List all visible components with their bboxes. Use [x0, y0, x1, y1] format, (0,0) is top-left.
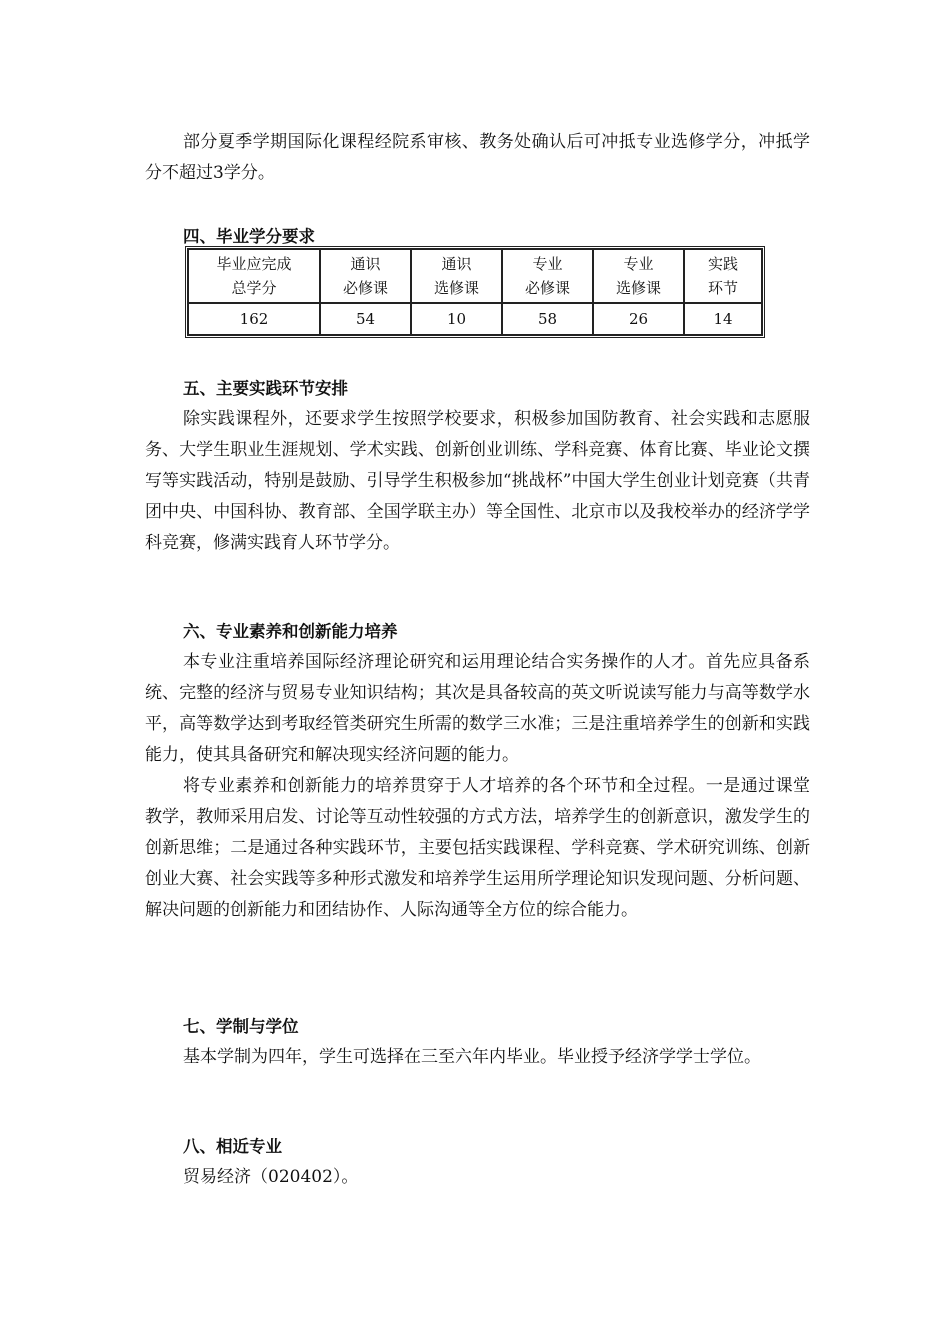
value-total-credits: 162: [188, 303, 320, 335]
intro-paragraph: 部分夏季学期国际化课程经院系审核、教务处确认后可冲抵专业选修学分，冲抵学分不超过3学分。: [145, 132, 810, 183]
section-8-heading: 八、相近专业: [183, 1137, 282, 1156]
section-8: [145, 1131, 810, 1193]
section-5-paragraph: 除实践课程外，还要求学生按照学校要求，积极参加国防教育、社会实践和志愿服务、大学生职业生涯规划、学术实践、创新创业训练、学科竞赛、体育比赛、毕业论文撰写等实践活动，特别是鼓励、引导学生积极参加“挑战杯”中国大学生创业计划竞赛（共青团中央、中国科协、教育部、全国学联主办）等全国性、北京市以及我校举办的经济学学科竞赛，修满实践育人环节学分。: [145, 409, 810, 553]
section-7-heading: 七、学制与学位: [183, 1017, 299, 1036]
header-major-elective: 专业 选修课: [593, 249, 684, 303]
graduation-credit-table: [185, 246, 765, 338]
value-practice: 14: [684, 303, 762, 335]
section-7: [145, 1011, 810, 1073]
value-major-elective: 26: [593, 303, 684, 335]
header-general-required: 通识 必修课: [320, 249, 411, 303]
header-practice: 实践 环节: [684, 249, 762, 303]
section-7-paragraph: 基本学制为四年，学生可选择在三至六年内毕业。毕业授予经济学学士学位。: [183, 1047, 761, 1067]
section-5-heading: 五、主要实践环节安排: [183, 379, 348, 398]
section-6-paragraph-2: 将专业素养和创新能力的培养贯穿于人才培养的各个环节和全过程。一是通过课堂教学，教师采用启发、讨论等互动性较强的方式方法，培养学生的创新意识，激发学生的创新思维；二是通过各种实践环节，主要包括实践课程、学科竞赛、学术研究训练、创新创业大赛、社会实践等多种形式激发和培养学生运用所学理论知识发现问题、分析问题、解决问题的创新能力和团结协作、人际沟通等全方位的综合能力。: [145, 776, 810, 920]
header-major-required: 专业 必修课: [502, 249, 593, 303]
intro-block: [145, 127, 810, 189]
header-total-credits: 毕业应完成 总学分: [188, 249, 320, 303]
value-general-required: 54: [320, 303, 411, 335]
section-4-heading: 四、毕业学分要求: [183, 227, 315, 246]
section-6-heading: 六、专业素养和创新能力培养: [183, 622, 398, 641]
section-6: [145, 616, 810, 926]
table-header-row: [188, 249, 762, 303]
section-6-paragraph-1: 本专业注重培养国际经济理论研究和运用理论结合实务操作的人才。首先应具备系统、完整的经济与贸易专业知识结构；其次是具备较高的英文听说读写能力与高等数学水平，高等数学达到考取经管类研究生所需的数学三水准；三是注重培养学生的创新和实践能力，使其具备研究和解决现实经济问题的能力。: [145, 652, 810, 765]
section-8-paragraph: 贸易经济（020402）。: [183, 1167, 359, 1187]
section-5: [145, 373, 810, 559]
value-general-elective: 10: [411, 303, 502, 335]
table-row: [188, 303, 762, 335]
value-major-required: 58: [502, 303, 593, 335]
header-general-elective: 通识 选修课: [411, 249, 502, 303]
